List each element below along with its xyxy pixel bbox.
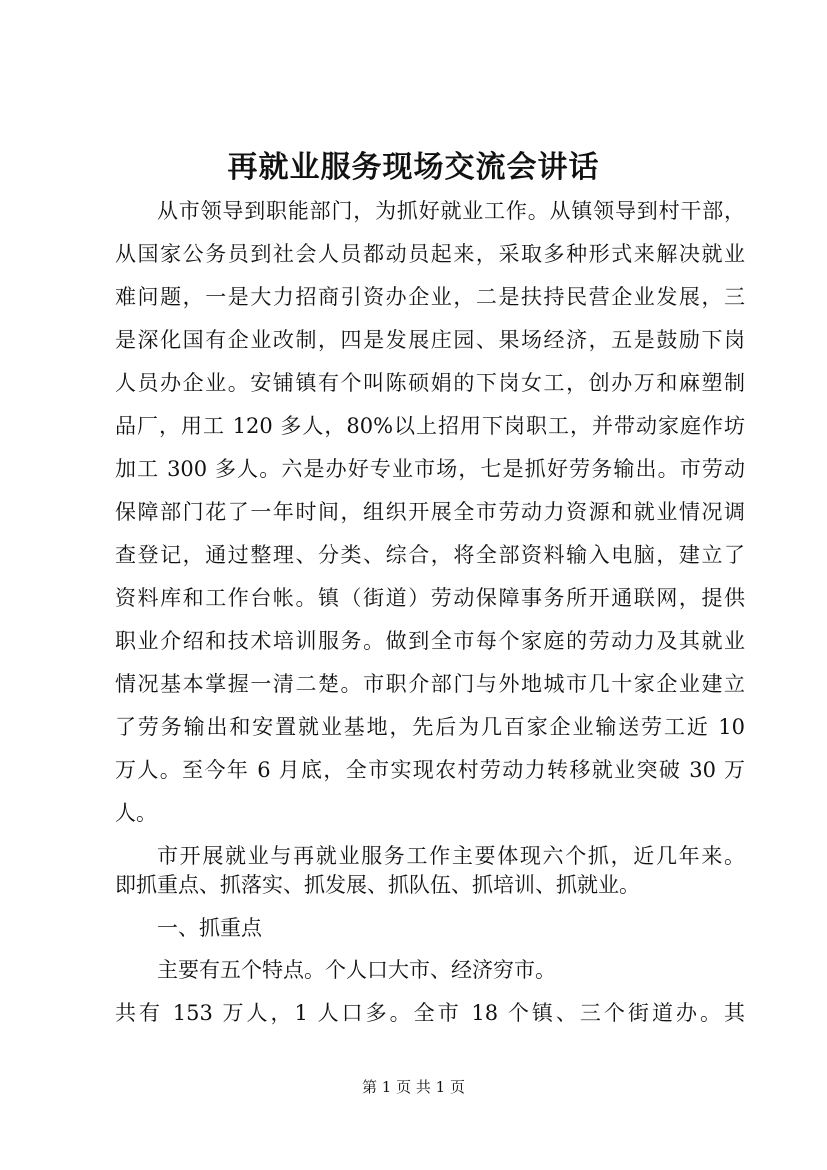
paragraph-line: 资料库和工作台帐。镇（街道）劳动保障事务所开通联网，提供 [115, 586, 745, 610]
paragraph-line: 难问题，一是大力招商引资办企业，二是扶持民营企业发展，三 [115, 285, 745, 309]
paragraph-line: 从市领导到职能部门，为抓好就业工作。从镇领导到村干部， [157, 199, 745, 223]
paragraph-line: 职业介绍和技术培训服务。做到全市每个家庭的劳动力及其就业 [115, 629, 745, 653]
paragraph-line: 即抓重点、抓落实、抓发展、抓队伍、抓培训、抓就业。 [115, 873, 640, 897]
paragraph-line: 保障部门花了一年时间，组织开展全市劳动力资源和就业情况调 [115, 500, 745, 524]
section-heading: 一、抓重点 [157, 916, 262, 940]
paragraph-line: 加工 300 多人。六是办好专业市场，七是抓好劳务输出。市劳动 [115, 457, 745, 481]
paragraph-line: 查登记，通过整理、分类、综合，将全部资料输入电脑，建立了 [115, 543, 745, 567]
paragraph-line: 了劳务输出和安置就业基地，先后为几百家企业输送劳工近 10 [115, 715, 745, 739]
paragraph-line: 人员办企业。安铺镇有个叫陈硕娟的下岗女工，创办万和麻塑制 [115, 371, 745, 395]
paragraph-line: 主要有五个特点。个人口大市、经济穷市。 [157, 958, 556, 982]
paragraph-line: 是深化国有企业改制，四是发展庄园、果场经济，五是鼓励下岗 [115, 328, 745, 352]
paragraph-line: 品厂，用工 120 多人，80%以上招用下岗职工，并带动家庭作坊 [115, 414, 745, 438]
paragraph-line: 从国家公务员到社会人员都动员起来，采取多种形式来解决就业 [115, 242, 745, 266]
page-footer: 第 1 页 共 1 页 [362, 1078, 465, 1096]
paragraph-line: 情况基本掌握一清二楚。市职介部门与外地城市几十家企业建立 [115, 672, 745, 696]
document-title: 再就业服务现场交流会讲话 [227, 150, 600, 185]
paragraph-line: 万人。至今年 6 月底，全市实现农村劳动力转移就业突破 30 万 [115, 758, 745, 782]
paragraph-line: 人。 [115, 801, 157, 825]
paragraph-line: 市开展就业与再就业服务工作主要体现六个抓，近几年来。 [157, 844, 745, 868]
paragraph-line: 共有 153 万人，1 人口多。全市 18 个镇、三个街道办。其 [115, 1001, 745, 1025]
